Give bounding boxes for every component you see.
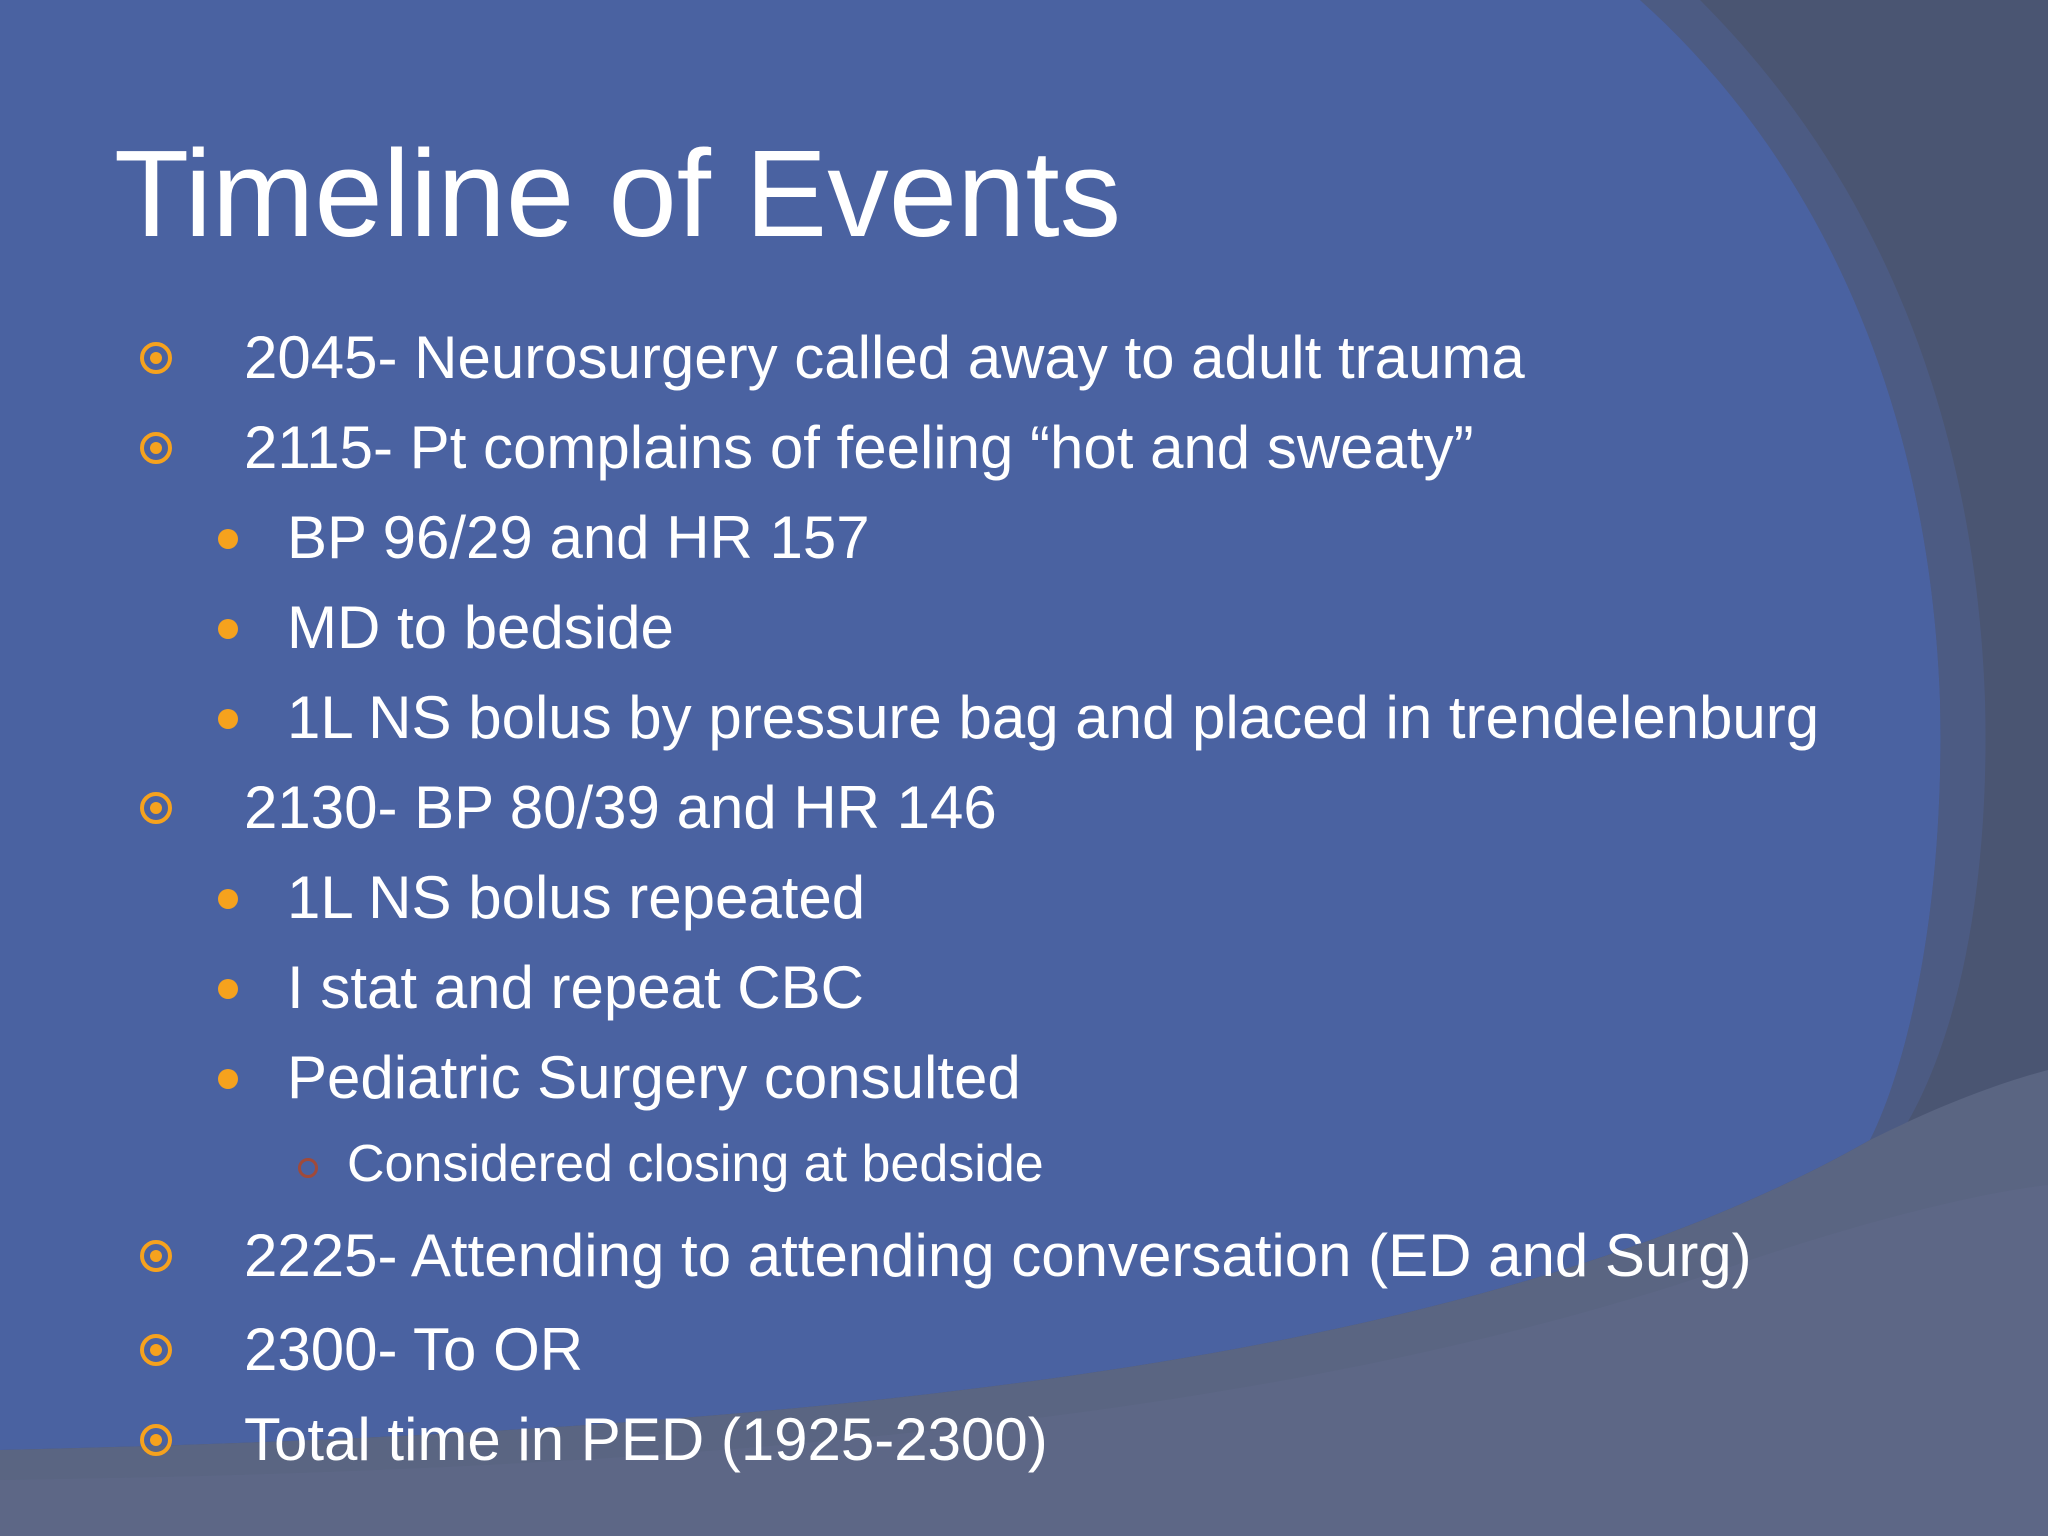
dot-icon (218, 889, 238, 909)
bullet-text: 2115- Pt complains of feeling “hot and sweaty” (244, 414, 1474, 481)
bullet-text: I stat and repeat CBC (287, 954, 864, 1021)
bullet-text: 2045- Neurosurgery called away to adult trauma (244, 324, 1525, 391)
bullet-text: 2300- To OR (244, 1316, 584, 1383)
bullet-circle-icon (140, 432, 172, 464)
ring-icon (298, 1158, 318, 1178)
bullet-text: 1L NS bolus repeated (287, 864, 866, 931)
dot-icon (218, 529, 238, 549)
bullet-circle-icon (140, 1240, 172, 1272)
bullet-circle-icon (140, 342, 172, 374)
bullet-text: 2225- Attending to attending conversation (ED and Surg) (244, 1222, 1752, 1289)
bullet-text: Considered closing at bedside (347, 1135, 1044, 1193)
dot-icon (218, 979, 238, 999)
bullet-text: BP 96/29 and HR 157 (287, 504, 870, 571)
bullet-circle-icon (140, 792, 172, 824)
dot-icon (218, 709, 238, 729)
bullet-text: 2130- BP 80/39 and HR 146 (244, 774, 997, 841)
bullet-text: 1L NS bolus by pressure bag and placed in trendelenburg (287, 684, 1820, 751)
bullet-text: MD to bedside (287, 594, 674, 661)
bullet-text: Pediatric Surgery consulted (287, 1044, 1021, 1111)
bullet-circle-icon (140, 1424, 172, 1456)
dot-icon (218, 1069, 238, 1089)
bullet-circle-icon (140, 1334, 172, 1366)
dot-icon (218, 619, 238, 639)
bullet-text: Total time in PED (1925-2300) (244, 1406, 1048, 1473)
slide-title: Timeline of Events (114, 126, 1122, 263)
